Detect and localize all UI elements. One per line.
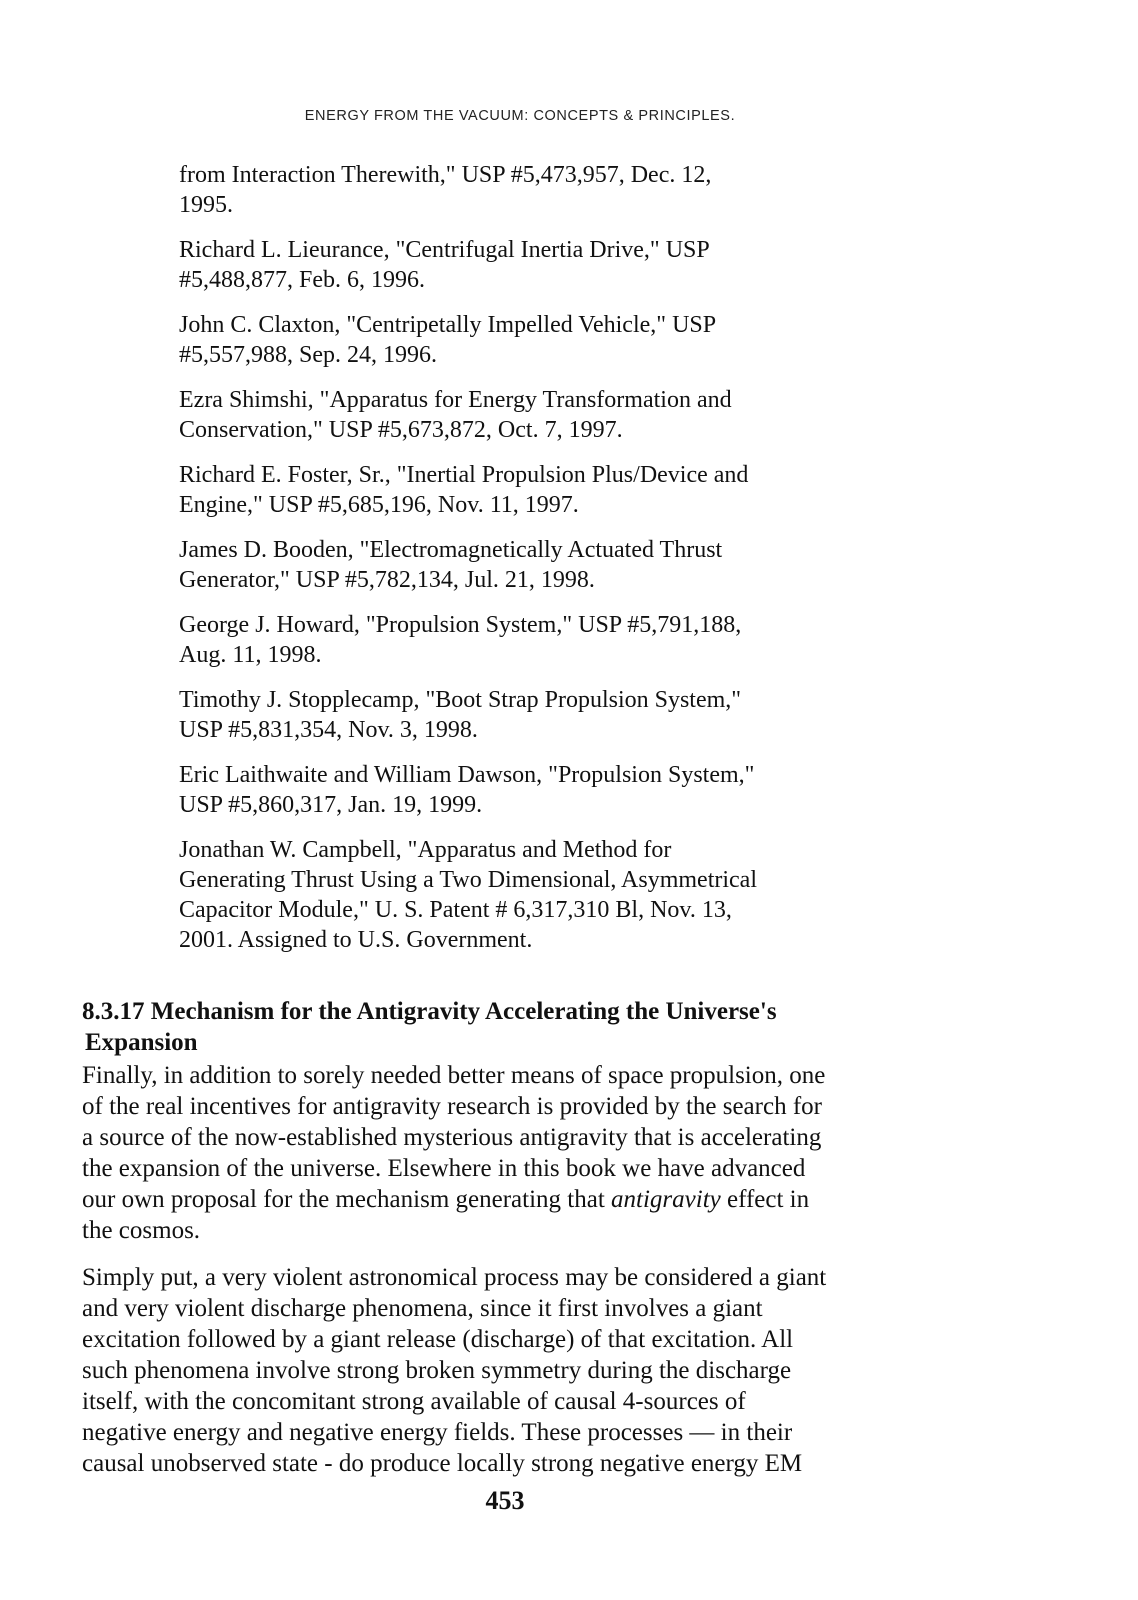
paragraph-line: a source of the now-established mysterious antigravity that is accelerating xyxy=(82,1124,822,1151)
paragraph-line: itself, with the concomitant strong available of causal 4-sources of xyxy=(82,1388,746,1415)
reference-line: Jonathan W. Campbell, "Apparatus and Method for xyxy=(179,837,672,863)
reference-line: USP #5,831,354, Nov. 3, 1998. xyxy=(179,717,478,743)
reference-line: John C. Claxton, "Centripetally Impelled Vehicle," USP xyxy=(179,312,717,338)
reference-item xyxy=(178,835,838,955)
paragraph-line: and very violent discharge phenomena, since it first involves a giant xyxy=(82,1295,763,1322)
reference-line: Capacitor Module," U. S. Patent # 6,317,310 Bl, Nov. 13, xyxy=(179,897,732,923)
reference-line: USP #5,860,317, Jan. 19, 1999. xyxy=(179,792,483,818)
reference-item xyxy=(178,385,838,445)
reference-line: Richard E. Foster, Sr., "Inertial Propulsion Plus/Device and xyxy=(179,462,749,488)
reference-line: Generating Thrust Using a Two Dimensional, Asymmetrical xyxy=(179,867,758,893)
reference-line: Engine," USP #5,685,196, Nov. 11, 1997. xyxy=(179,492,579,518)
reference-line: Richard L. Lieurance, "Centrifugal Inertia Drive," USP xyxy=(179,237,710,263)
reference-item xyxy=(178,235,838,295)
reference-list xyxy=(178,160,838,970)
reference-line: #5,488,877, Feb. 6, 1996. xyxy=(179,267,425,293)
reference-item xyxy=(178,535,838,595)
reference-line: Generator," USP #5,782,134, Jul. 21, 1998. xyxy=(179,567,595,593)
paragraph-line: of the real incentives for antigravity research is provided by the search for xyxy=(82,1093,822,1120)
paragraph xyxy=(82,1060,942,1246)
paragraph-line xyxy=(82,1184,942,1215)
text-run: effect in xyxy=(720,1186,810,1213)
page-number: 453 xyxy=(485,1486,525,1515)
emphasized-term: antigravity xyxy=(611,1186,721,1213)
paragraph-line: Finally, in addition to sorely needed better means of space propulsion, one xyxy=(82,1062,826,1089)
reference-line: Conservation," USP #5,673,872, Oct. 7, 1997. xyxy=(179,417,623,443)
reference-item xyxy=(178,310,838,370)
reference-item xyxy=(178,610,838,670)
reference-item xyxy=(178,760,838,820)
section-body xyxy=(82,996,942,1495)
paragraph-line: causal unobserved state - do produce locally strong negative energy EM xyxy=(82,1450,803,1477)
reference-line: James D. Booden, "Electromagnetically Actuated Thrust xyxy=(179,537,723,563)
reference-line: George J. Howard, "Propulsion System," USP #5,791,188, xyxy=(179,612,742,638)
paragraph-line: Simply put, a very violent astronomical process may be considered a giant xyxy=(82,1264,827,1291)
reference-line: 2001. Assigned to U.S. Government. xyxy=(179,927,533,953)
reference-line: 1995. xyxy=(179,192,233,218)
reference-line: from Interaction Therewith," USP #5,473,957, Dec. 12, xyxy=(179,162,712,188)
paragraph-line: the cosmos. xyxy=(82,1217,201,1244)
text-run: our own proposal for the mechanism generating that xyxy=(82,1186,612,1213)
reference-line: Aug. 11, 1998. xyxy=(179,642,322,668)
heading-line: Expansion xyxy=(85,1029,198,1056)
reference-item xyxy=(178,160,838,220)
reference-line: Ezra Shimshi, "Apparatus for Energy Transformation and xyxy=(179,387,732,413)
reference-line: Eric Laithwaite and William Dawson, "Propulsion System," xyxy=(179,762,755,788)
reference-item xyxy=(178,685,838,745)
reference-item xyxy=(178,460,838,520)
reference-line: #5,557,988, Sep. 24, 1996. xyxy=(179,342,437,368)
section-heading xyxy=(82,996,942,1058)
paragraph xyxy=(82,1262,942,1479)
paragraph-line: negative energy and negative energy fields. These processes — in their xyxy=(82,1419,793,1446)
reference-line: Timothy J. Stopplecamp, "Boot Strap Propulsion System," xyxy=(179,687,742,713)
paragraph-line: excitation followed by a giant release (discharge) of that excitation. All xyxy=(82,1326,794,1353)
running-head: ENERGY FROM THE VACUUM: CONCEPTS & PRINCIPLES. xyxy=(304,108,736,124)
heading-line: 8.3.17 Mechanism for the Antigravity Accelerating the Universe's xyxy=(82,998,777,1025)
paragraph-line: such phenomena involve strong broken symmetry during the discharge xyxy=(82,1357,792,1384)
paragraph-line: the expansion of the universe. Elsewhere in this book we have advanced xyxy=(82,1155,806,1182)
